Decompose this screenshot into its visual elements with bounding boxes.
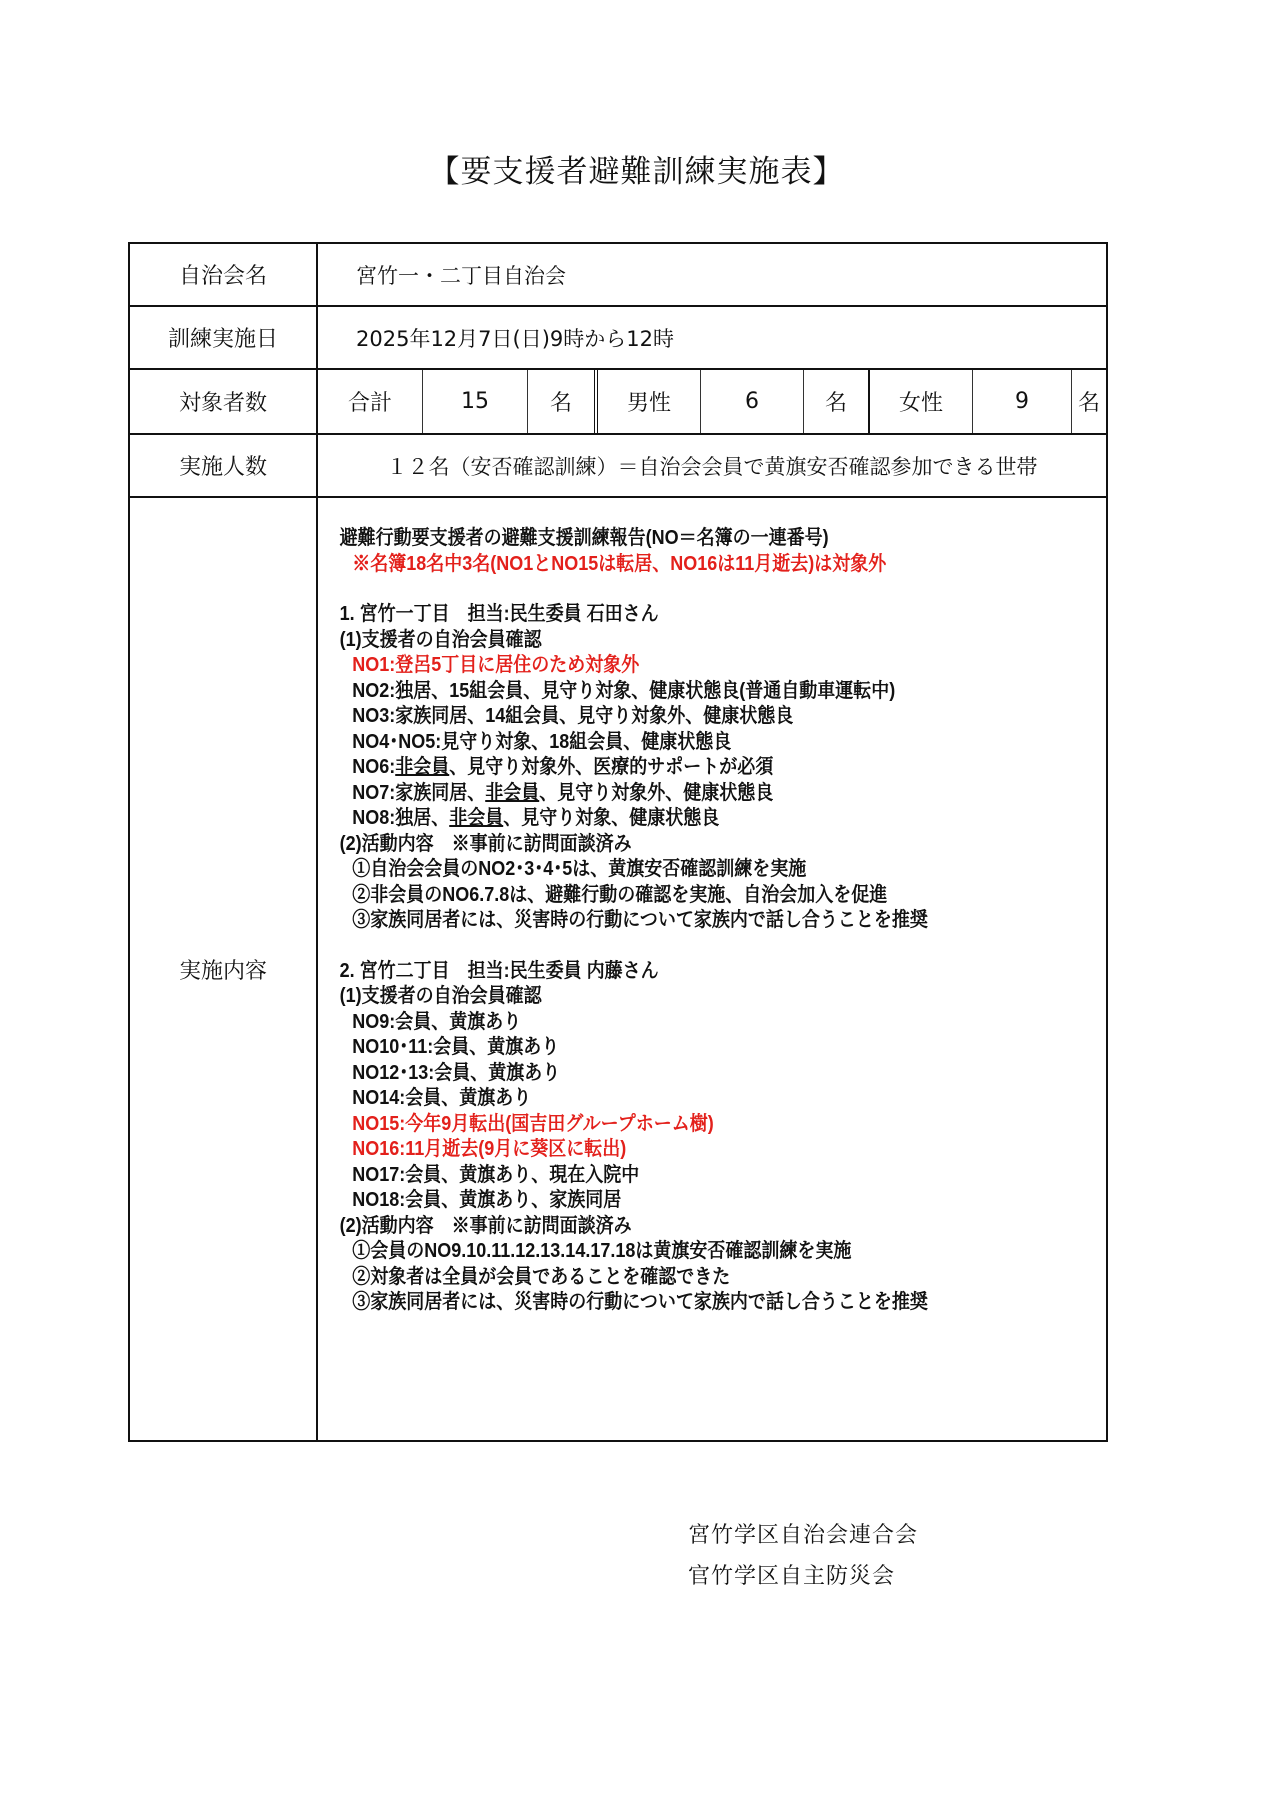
footer-organizations bbox=[688, 1515, 918, 1597]
section1-activity: ③家族同居者には、災害時の行動について家族内で話し合うことを推奨 bbox=[352, 909, 928, 931]
row-content bbox=[129, 497, 1107, 1441]
content-body bbox=[318, 498, 1027, 1316]
section1-item-no7 bbox=[340, 781, 1028, 807]
male-label: 男性 bbox=[596, 370, 701, 433]
no8-prefix: NO8:独居、 bbox=[352, 807, 450, 829]
female-label: 女性 bbox=[869, 370, 973, 433]
row-association bbox=[129, 243, 1107, 306]
footer-org-disaster: 官竹学区自主防災会 bbox=[688, 1564, 896, 1589]
row-participants bbox=[129, 434, 1107, 497]
content-note: ※名簿18名中3名(NO1とNO15は転居、NO16は11月逝去)は対象外 bbox=[352, 552, 887, 575]
no8-nonmember: 非会員 bbox=[449, 807, 504, 829]
no7-suffix: 、見守り対象外、健康状態良 bbox=[539, 781, 774, 804]
section1-title: 1. 宮竹一丁目 担当:民生委員 石田さん bbox=[339, 603, 659, 625]
section1-item-no8 bbox=[340, 806, 1028, 832]
female-unit: 名 bbox=[1072, 370, 1107, 433]
section1-item: NO2:独居、15組会員、見守り対象、健康状態良(普通自動車運転中) bbox=[352, 679, 896, 702]
section2-sub1: (1)支援者の自治会員確認 bbox=[339, 985, 542, 1007]
male-value: 6 bbox=[701, 370, 804, 433]
section2-activity: ③家族同居者には、災害時の行動について家族内で話し合うことを推奨 bbox=[352, 1291, 928, 1313]
section2-item: NO15:今年9月転出(国吉田グループホーム樹) bbox=[352, 1112, 714, 1135]
no6-suffix: 、見守り対象外、医療的サポートが必須 bbox=[449, 756, 774, 778]
section2-item: NO10･11:会員、黄旗あり bbox=[352, 1036, 560, 1058]
value-association: 宮竹一・二丁目自治会 bbox=[317, 243, 1107, 306]
content-heading: 避難行動要支援者の避難支援訓練報告(NO＝名簿の一連番号) bbox=[339, 527, 829, 549]
label-targets: 対象者数 bbox=[129, 369, 317, 434]
male-unit: 名 bbox=[804, 370, 870, 433]
value-participants: １２名（安否確認訓練）＝自治会会員で黄旗安否確認参加できる世帯 bbox=[317, 434, 1107, 497]
target-counts bbox=[318, 370, 1106, 433]
section1-sub1: (1)支援者の自治会員確認 bbox=[339, 628, 542, 651]
section1-item: NO1:登呂5丁目に居住のため対象外 bbox=[352, 654, 640, 676]
female-value: 9 bbox=[973, 370, 1072, 433]
document-title: 【要支援者避難訓練実施表】 bbox=[428, 154, 845, 190]
section2-title: 2. 宮竹二丁目 担当:民生委員 内藤さん bbox=[339, 959, 659, 982]
no7-nonmember: 非会員 bbox=[485, 781, 540, 804]
training-table bbox=[128, 242, 1108, 1442]
targets-cell bbox=[317, 369, 1107, 434]
no6-prefix: NO6: bbox=[352, 756, 396, 778]
no7-prefix: NO7:家族同居、 bbox=[352, 781, 486, 804]
total-unit: 名 bbox=[528, 370, 597, 433]
label-association: 自治会名 bbox=[129, 243, 317, 306]
section2-item: NO12･13:会員、黄旗あり bbox=[352, 1061, 561, 1084]
section2-item: NO17:会員、黄旗あり、現在入院中 bbox=[352, 1163, 640, 1186]
label-date: 訓練実施日 bbox=[129, 306, 317, 369]
footer-org-federation: 宮竹学区自治会連合会 bbox=[688, 1523, 919, 1548]
section1-activity: ①自治会会員のNO2･3･4･5は、黄旗安否確認訓練を実施 bbox=[352, 858, 807, 880]
total-value: 15 bbox=[423, 370, 528, 433]
row-targets bbox=[129, 369, 1107, 434]
no8-suffix: 、見守り対象、健康状態良 bbox=[503, 807, 720, 829]
section2-activity: ②対象者は全員が会員であることを確認できた bbox=[352, 1265, 731, 1288]
no6-nonmember: 非会員 bbox=[395, 756, 450, 778]
section1-item: NO3:家族同居、14組会員、見守り対象外、健康状態良 bbox=[352, 705, 794, 727]
section2-activity: ①会員のNO9.10.11.12.13.14.17.18は黄旗安否確認訓練を実施 bbox=[352, 1240, 852, 1262]
total-label: 合計 bbox=[347, 391, 392, 416]
label-participants: 実施人数 bbox=[129, 434, 317, 497]
section2-item: NO16:11月逝去(9月に葵区に転出) bbox=[352, 1138, 627, 1160]
value-date: 2025年12月7日(日)9時から12時 bbox=[317, 306, 1107, 369]
row-date bbox=[129, 306, 1107, 369]
section1-item-no6 bbox=[340, 755, 1028, 781]
section1-activity: ②非会員のNO6.7.8は、避難行動の確認を実施、自治会加入を促進 bbox=[352, 883, 888, 906]
section2-item: NO14:会員、黄旗あり bbox=[352, 1087, 532, 1109]
section2-sub2: (2)活動内容 ※事前に訪問面談済み bbox=[339, 1214, 632, 1237]
label-content: 実施内容 bbox=[129, 497, 317, 1441]
section1-item: NO4･NO5:見守り対象、18組会員、健康状態良 bbox=[352, 730, 732, 753]
section2-item: NO9:会員、黄旗あり bbox=[352, 1010, 522, 1033]
section2-item: NO18:会員、黄旗あり、家族同居 bbox=[352, 1189, 622, 1211]
section1-sub2: (2)活動内容 ※事前に訪問面談済み bbox=[339, 832, 632, 855]
content-cell bbox=[317, 497, 1107, 1441]
